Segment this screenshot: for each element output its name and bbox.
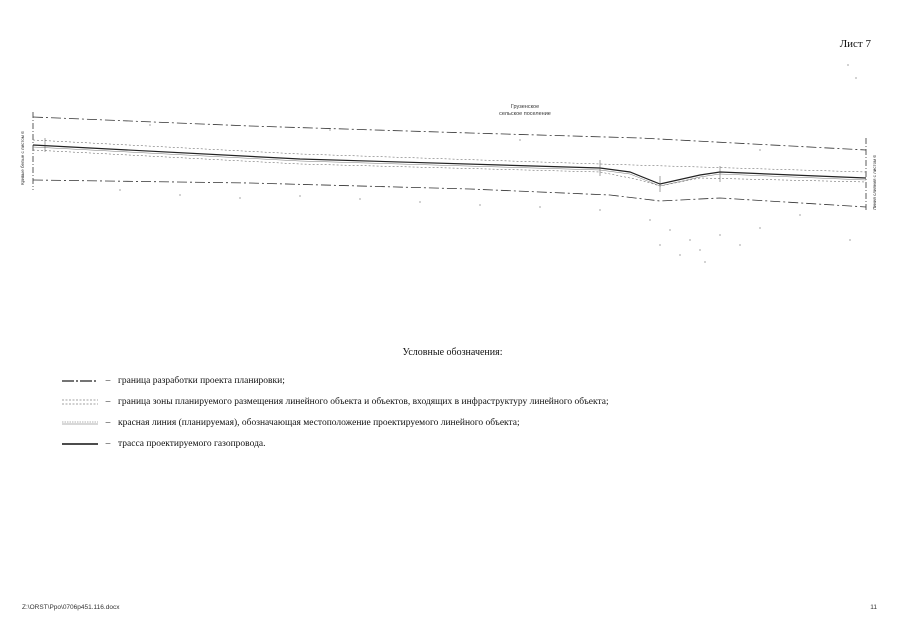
legend-dash: –: [105, 417, 111, 428]
left-edge-label: Кривые белые с листом 6: [20, 131, 25, 185]
settlement-line-2: сельское поселение: [499, 111, 551, 117]
legend-text: граница зоны планируемого размещения линейного объекта и объектов, входящих в инфраструктуру линейного объекта;: [118, 396, 609, 407]
legend-item-zone-boundary: [62, 391, 609, 412]
planning-boundary-upper: [33, 117, 866, 150]
gas-pipeline-route: [33, 145, 866, 184]
legend-item-red-line: [62, 412, 609, 433]
settlement-line-1: Грузенское: [510, 104, 540, 110]
solid-line-icon: [62, 439, 98, 449]
legend-dash: –: [105, 375, 111, 386]
dashed-double-line-icon: [62, 397, 98, 407]
legend-dash: –: [105, 438, 111, 449]
legend-item-planning-boundary: [62, 370, 609, 391]
legend-item-gas-route: [62, 433, 609, 454]
legend-dash: –: [105, 396, 111, 407]
file-path: Z:\ORST\Ppo\0706p451.116.docx: [22, 604, 120, 611]
settlement-label: [440, 104, 610, 118]
dash-long-line-icon: [62, 376, 98, 386]
zone-boundary-upper: [33, 140, 866, 172]
red-line-icon: [62, 418, 98, 428]
legend-text: красная линия (планируемая), обозначающая местоположение проектируемого линейного объекта;: [118, 417, 520, 428]
survey-marks: [119, 64, 856, 262]
legend: [62, 370, 609, 454]
page-number: 11: [870, 604, 877, 611]
legend-text: граница разработки проекта планировки;: [118, 375, 285, 386]
right-edge-label: Линия слияния с листом 6: [872, 155, 877, 210]
legend-text: трасса проектируемого газопровода.: [118, 438, 266, 449]
planning-boundary-lower: [33, 180, 866, 207]
legend-title: Условные обозначения:: [402, 347, 503, 358]
red-line-planned: [33, 147, 866, 186]
sheet-label: Лист 7: [839, 38, 871, 50]
